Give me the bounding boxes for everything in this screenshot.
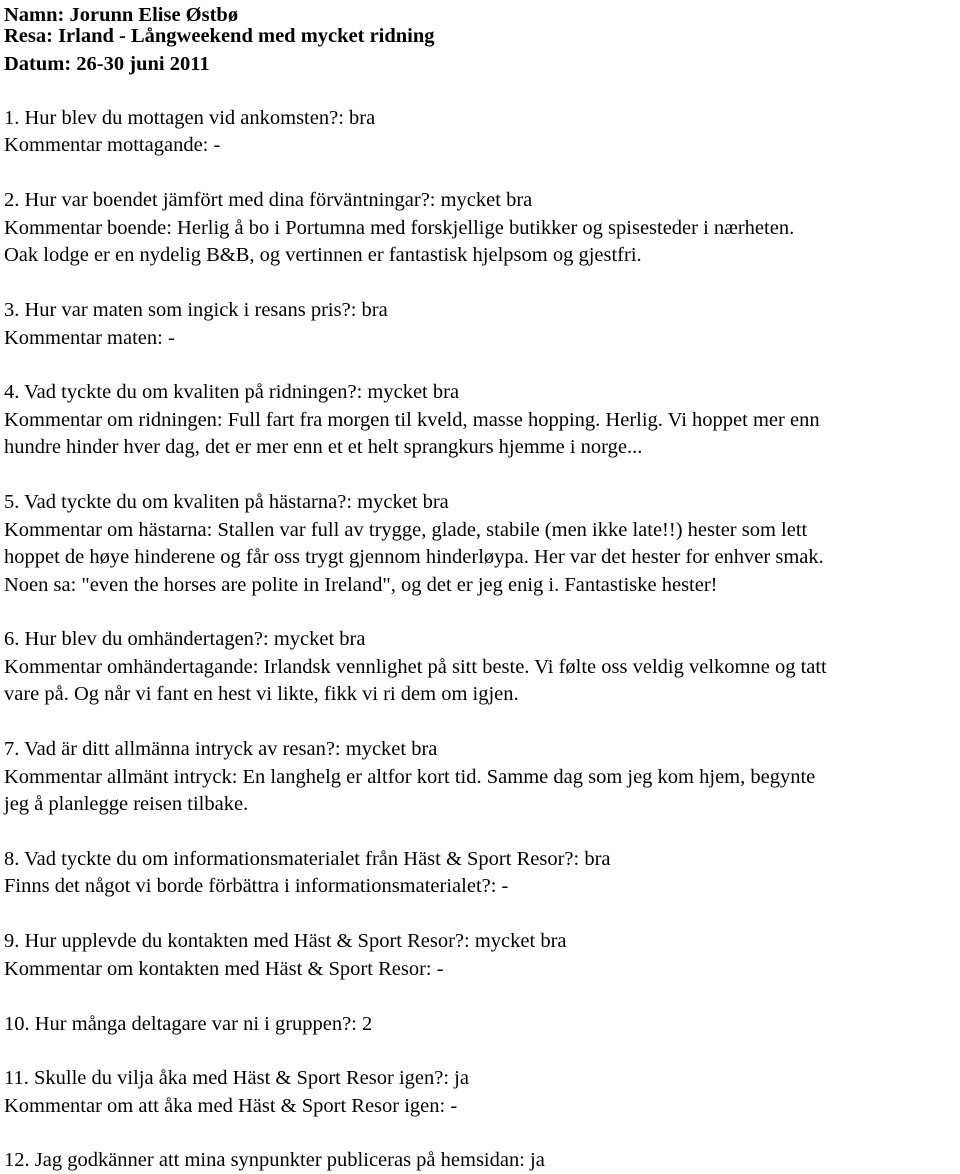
question-5: 5. Vad tyckte du om kvaliten på hästarna?: mycket bra (4, 491, 449, 513)
respondent-name: Namn: Jorunn Elise Østbø (4, 4, 239, 26)
comment-2-line-1: Kommentar boende: Herlig å bo i Portumna med forskjellige butikker og spisesteder i nærheten. (4, 217, 795, 239)
comment-5-line-1: Kommentar om hästarna: Stallen var full av trygge, glade, stabile (men ikke late!!) hester som lett (4, 519, 808, 541)
question-9: 9. Hur upplevde du kontakten med Häst & Sport Resor?: mycket bra (4, 930, 567, 952)
question-12: 12. Jag godkänner att mina synpunkter publiceras på hemsidan: ja (4, 1149, 545, 1171)
question-8: 8. Vad tyckte du om informationsmaterialet från Häst & Sport Resor?: bra (4, 848, 611, 870)
comment-7-line-1: Kommentar allmänt intryck: En langhelg er altfor kort tid. Samme dag som jeg kom hjem, begynte (4, 766, 816, 788)
trip-title: Resa: Irland - Långweekend med mycket ridning (4, 25, 435, 47)
question-4: 4. Vad tyckte du om kvaliten på ridningen?: mycket bra (4, 381, 460, 403)
comment-4-line-1: Kommentar om ridningen: Full fart fra morgen til kveld, masse hopping. Herlig. Vi hoppet mer enn (4, 409, 820, 431)
question-7: 7. Vad är ditt allmänna intryck av resan?: mycket bra (4, 738, 438, 760)
comment-5-line-2: hoppet de høye hinderene og får oss trygt gjennom hinderløypa. Her var det hester for enhver smak. (4, 546, 824, 568)
comment-9-line-1: Kommentar om kontakten med Häst & Sport Resor: - (4, 958, 444, 980)
comment-3-line-1: Kommentar maten: - (4, 327, 175, 349)
comment-5-line-3: Noen sa: "even the horses are polite in Ireland", og det er jeg enig i. Fantastiske hester! (4, 574, 718, 596)
question-1: 1. Hur blev du mottagen vid ankomsten?: bra (4, 107, 376, 129)
comment-4-line-2: hundre hinder hver dag, det er mer enn et et helt sprangkurs hjemme i norge... (4, 436, 643, 458)
comment-6-line-2: vare på. Og når vi fant en hest vi likte, fikk vi ri dem om igjen. (4, 683, 519, 705)
comment-7-line-2: jeg å planlegge reisen tilbake. (4, 793, 249, 815)
question-10: 10. Hur många deltagare var ni i gruppen?: 2 (4, 1013, 373, 1035)
comment-1-line-1: Kommentar mottagande: - (4, 134, 221, 156)
trip-date: Datum: 26-30 juni 2011 (4, 53, 210, 75)
comment-8-line-1: Finns det något vi borde förbättra i informationsmaterialet?: - (4, 875, 509, 897)
comment-11-line-1: Kommentar om att åka med Häst & Sport Resor igen: - (4, 1095, 458, 1117)
comment-6-line-1: Kommentar omhändertagande: Irlandsk vennlighet på sitt beste. Vi følte oss veldig velkomne og tatt (4, 656, 827, 678)
question-3: 3. Hur var maten som ingick i resans pris?: bra (4, 299, 388, 321)
question-2: 2. Hur var boendet jämfört med dina förväntningar?: mycket bra (4, 189, 533, 211)
question-6: 6. Hur blev du omhändertagen?: mycket bra (4, 628, 366, 650)
question-11: 11. Skulle du vilja åka med Häst & Sport Resor igen?: ja (4, 1067, 469, 1089)
comment-2-line-2: Oak lodge er en nydelig B&B, og vertinnen er fantastisk hjelpsom og gjestfri. (4, 244, 642, 266)
